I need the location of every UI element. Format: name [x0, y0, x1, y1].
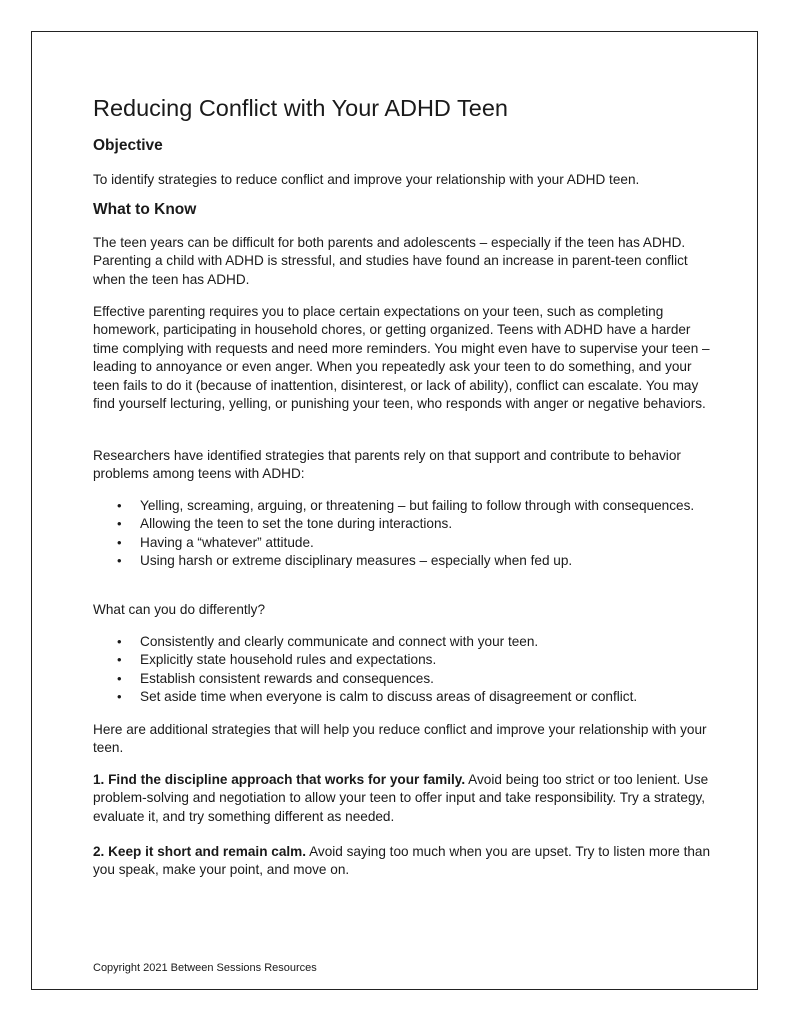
- list-item: • Establish consistent rewards and consequences.: [93, 670, 713, 688]
- problem-behaviors-list: [93, 497, 713, 571]
- strategy-1-text: Avoid being too strict or too lenient. Use problem-solving and negotiation to allow your teen to offer input and take responsibility. Try a strategy, evaluate it, and try something different as needed.: [93, 772, 709, 824]
- bullet-icon: •: [117, 534, 122, 550]
- bullet-icon: •: [117, 689, 122, 705]
- bullet-icon: •: [117, 634, 122, 649]
- paragraph-2: Effective parenting requires you to place certain expectations on your teen, such as completing homework, participating in household chores, or getting organized. Teens with ADHD have a harder time complying with requests and need more reminders. You might even have to supervise your teen – leading to annoyance or even anger. When you repeatedly ask your teen to do something, and your teen fails to do it (because of inattention, disinterest, or lack of ability), conflict can escalate. You may find yourself lecturing, yelling, or punishing your teen, who responds with anger or negative behaviors.: [93, 304, 710, 412]
- list-item: • Consistently and clearly communicate and connect with your teen.: [93, 633, 713, 651]
- what-to-know-heading: What to Know: [93, 201, 197, 218]
- objective-heading: Objective: [93, 137, 163, 154]
- list-item: • Having a “whatever” attitude.: [93, 534, 713, 552]
- copyright-footer: Copyright 2021 Between Sessions Resources: [93, 962, 317, 974]
- bullet-icon: •: [117, 670, 122, 686]
- list-item: • Explicitly state household rules and expectations.: [93, 651, 713, 669]
- paragraph-1: The teen years can be difficult for both parents and adolescents – especially if the teen has ADHD. Parenting a child with ADHD is stressful, and studies have found an increase in parent-teen conflict when the teen has ADHD.: [93, 235, 688, 287]
- strategy-2: [93, 843, 713, 880]
- list-item: • Set aside time when everyone is calm to discuss areas of disagreement or conflict.: [93, 688, 713, 706]
- list-item: • Yelling, screaming, arguing, or threatening – but failing to follow through with consequences.: [93, 497, 713, 515]
- objective-text: To identify strategies to reduce conflict and improve your relationship with your ADHD teen.: [93, 172, 640, 187]
- page-title: Reducing Conflict with Your ADHD Teen: [93, 95, 508, 121]
- bullet-icon: •: [117, 553, 122, 569]
- bullet-icon: •: [117, 498, 122, 513]
- paragraph-5: Here are additional strategies that will help you reduce conflict and improve your relationship with your teen.: [93, 722, 707, 756]
- list-item: • Using harsh or extreme disciplinary measures – especially when fed up.: [93, 552, 713, 570]
- strategy-2-text: Avoid saying too much when you are upset. Try to listen more than you speak, make your point, and move on.: [93, 844, 711, 878]
- paragraph-4: What can you do differently?: [93, 602, 266, 617]
- strategy-1-heading: 1. Find the discipline approach that works for your family.: [93, 772, 466, 787]
- solutions-list: [93, 633, 713, 707]
- list-item: • Allowing the teen to set the tone during interactions.: [93, 515, 713, 533]
- strategy-1: [93, 771, 713, 826]
- paragraph-3: Researchers have identified strategies that parents rely on that support and contribute to behavior problems among teens with ADHD:: [93, 448, 681, 482]
- bullet-icon: •: [117, 516, 122, 532]
- bullet-icon: •: [117, 652, 122, 668]
- strategy-2-heading: 2. Keep it short and remain calm.: [93, 844, 307, 859]
